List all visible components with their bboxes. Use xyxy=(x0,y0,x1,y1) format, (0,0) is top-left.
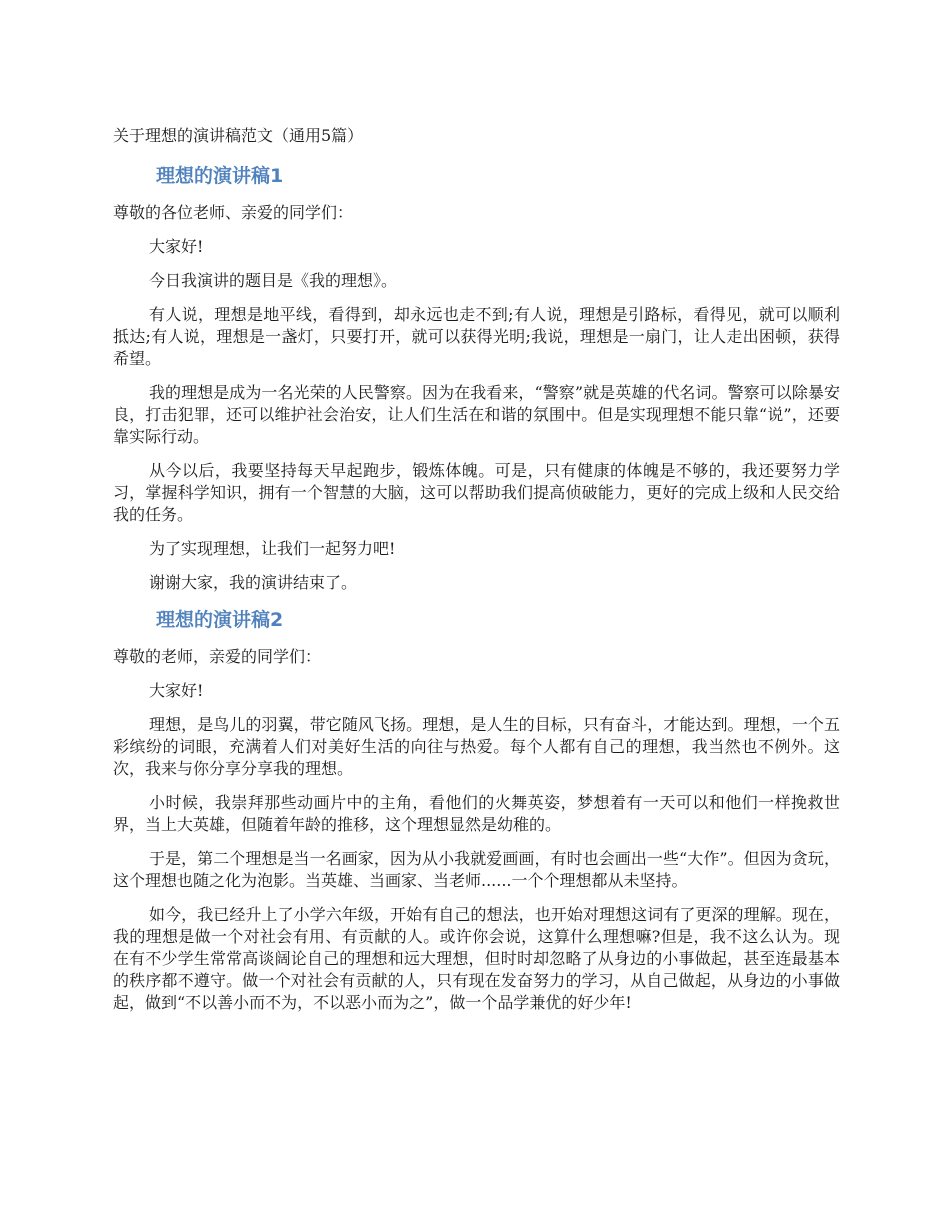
speech-section-1 xyxy=(113,162,840,594)
paragraph: 大家好! xyxy=(149,237,204,256)
document-page xyxy=(113,124,840,1026)
paragraph: 如今，我已经升上了小学六年级，开始有自己的想法，也开始对理想这词有了更深的理解。现在，我的理想是做一个对社会有用、有贡献的人。或许你会说，这算什么理想嘛?但是，我不这么认为。现在有不少学生常常高谈阔论自己的理想和远大理想，但时时却忽略了从身边的小事做起，甚至连最基本的秩序都不遵守。做一个对社会有贡献的人，只有现在发奋努力的学习，从自己做起，从身边的小事做起，做到“不以善小而不为，不以恶小而为之”，做一个品学兼优的好少年! xyxy=(113,905,840,1012)
paragraph: 从今以后，我要坚持每天早起跑步，锻炼体魄。可是，只有健康的体魄是不够的，我还要努力学习，掌握科学知识，拥有一个智慧的大脑，这可以帮助我们提高侦破能力，更好的完成上级和人民交给我的任务。 xyxy=(113,461,840,524)
document-title: 关于理想的演讲稿范文（通用5篇） xyxy=(113,126,364,145)
greeting: 尊敬的各位老师、亲爱的同学们： xyxy=(113,203,354,222)
paragraph: 有人说，理想是地平线，看得到，却永远也走不到;有人说，理想是引路标，看得见，就可以顺利抵达;有人说，理想是一盏灯，只要打开，就可以获得光明;我说，理想是一扇门，让人走出困顿，获得希望。 xyxy=(113,305,840,368)
paragraph: 我的理想是成为一名光荣的人民警察。因为在我看来，“警察”就是英雄的代名词。警察可以除暴安良，打击犯罪，还可以维护社会治安，让人们生活在和谐的氛围中。但是实现理想不能只靠“说”，还要靠实际行动。 xyxy=(113,383,840,446)
paragraph: 谢谢大家，我的演讲结束了。 xyxy=(149,573,358,592)
paragraph: 为了实现理想，让我们一起努力吧! xyxy=(149,539,396,558)
paragraph: 于是，第二个理想是当一名画家，因为从小我就爱画画，有时也会画出一些“大作”。但因为贪玩，这个理想也随之化为泡影。当英雄、当画家、当老师......一个个理想都从未坚持。 xyxy=(113,849,840,890)
paragraph: 大家好! xyxy=(149,681,204,700)
paragraph: 今日我演讲的题目是《我的理想》。 xyxy=(149,271,398,290)
paragraph: 理想，是鸟儿的羽翼，带它随风飞扬。理想，是人生的目标，只有奋斗，才能达到。理想，一个五彩缤纷的词眼，充满着人们对美好生活的向往与热爱。每个人都有自己的理想，我当然也不例外。这次，我来与你分享分享我的理想。 xyxy=(113,715,840,778)
section-heading: 理想的演讲稿1 xyxy=(156,165,284,187)
section-heading: 理想的演讲稿2 xyxy=(156,609,284,631)
paragraph: 小时候，我崇拜那些动画片中的主角，看他们的火舞英姿，梦想着有一天可以和他们一样挽救世界，当上大英雄，但随着年龄的推移，这个理想显然是幼稚的。 xyxy=(113,793,840,834)
greeting: 尊敬的老师，亲爱的同学们： xyxy=(113,647,322,666)
speech-section-2 xyxy=(113,606,840,1014)
